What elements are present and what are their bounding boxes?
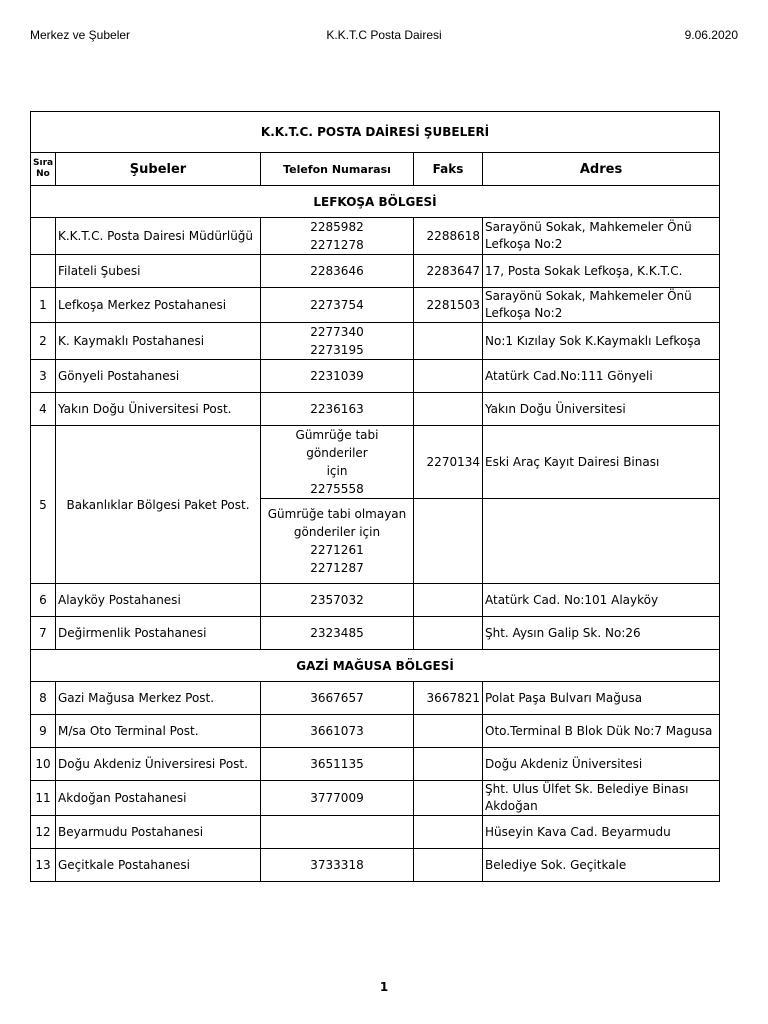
table-row: [31, 393, 720, 426]
row-name: Alayköy Postahanesi: [56, 584, 261, 617]
row-fax: 2288618: [414, 218, 483, 255]
row-address: Sarayönü Sokak, Mahkemeler Önü Lefkoşa No:2: [483, 288, 720, 323]
row-address: Şht. Aysın Galip Sk. No:26: [483, 617, 720, 650]
table-row: [31, 323, 720, 360]
row-address: Doğu Akdeniz Üniversitesi: [483, 748, 720, 781]
row-no: 1: [31, 288, 56, 323]
row-no: 2: [31, 323, 56, 360]
row-no: 5: [31, 426, 56, 584]
row-no: 10: [31, 748, 56, 781]
row-name: Gazi Mağusa Merkez Post.: [56, 682, 261, 715]
row-phone-customs: Gümrüğe tabi gönderiler için 2275558: [261, 426, 414, 499]
row-fax: [414, 715, 483, 748]
row-address: Atatürk Cad.No:111 Gönyeli: [483, 360, 720, 393]
table-row: [31, 781, 720, 816]
row-fax: [414, 323, 483, 360]
row-name: M/sa Oto Terminal Post.: [56, 715, 261, 748]
row-address: Hüseyin Kava Cad. Beyarmudu: [483, 816, 720, 849]
row-fax: [414, 360, 483, 393]
row-address: Polat Paşa Bulvarı Mağusa: [483, 682, 720, 715]
row-name: Akdoğan Postahanesi: [56, 781, 261, 816]
row-fax: [414, 617, 483, 650]
column-header-telefon: Telefon Numarası: [261, 153, 414, 186]
row-name: K. Kaymaklı Postahanesi: [56, 323, 261, 360]
region-heading-lefkosa: LEFKOŞA BÖLGESİ: [31, 186, 720, 218]
row-phone: 2357032: [261, 584, 414, 617]
region-heading-magusa: GAZİ MAĞUSA BÖLGESİ: [31, 650, 720, 682]
row-name: Geçitkale Postahanesi: [56, 849, 261, 882]
row-fax: [414, 849, 483, 882]
page-number: 1: [379, 980, 389, 994]
column-header-sira: Sıra No: [31, 153, 56, 186]
row-name: Yakın Doğu Üniversitesi Post.: [56, 393, 261, 426]
table-row: [31, 255, 720, 288]
row-no: 6: [31, 584, 56, 617]
row-no: 12: [31, 816, 56, 849]
row-fax-empty: [414, 499, 483, 584]
row-no: 4: [31, 393, 56, 426]
row-address-empty: [483, 499, 720, 584]
table-row: [31, 218, 720, 255]
row-fax: [414, 584, 483, 617]
row-phone: 2285982 2271278: [261, 218, 414, 255]
header-center: K.K.T.C Posta Dairesi: [326, 28, 442, 42]
row-address: Atatürk Cad. No:101 Alayköy: [483, 584, 720, 617]
row-phone: 2277340 2273195: [261, 323, 414, 360]
column-header-sube: Şubeler: [56, 153, 261, 186]
row-no: 8: [31, 682, 56, 715]
row-phone: 3651135: [261, 748, 414, 781]
table-row: [31, 360, 720, 393]
row-no: [31, 255, 56, 288]
row-phone: 2236163: [261, 393, 414, 426]
row-address: No:1 Kızılay Sok K.Kaymaklı Lefkoşa: [483, 323, 720, 360]
row-name: K.K.T.C. Posta Dairesi Müdürlüğü: [56, 218, 261, 255]
table-row: [31, 617, 720, 650]
table-row: [31, 849, 720, 882]
row-phone: 3661073: [261, 715, 414, 748]
table-row: [31, 816, 720, 849]
row-address: Şht. Ulus Ülfet Sk. Belediye Binası Akdoğan: [483, 781, 720, 816]
row-no: [31, 218, 56, 255]
row-phone: 3667657: [261, 682, 414, 715]
row-no: 11: [31, 781, 56, 816]
table-title: K.K.T.C. POSTA DAİRESİ ŞUBELERİ: [31, 112, 720, 153]
row-name: Filateli Şubesi: [56, 255, 261, 288]
row-phone: 2283646: [261, 255, 414, 288]
row-no: 3: [31, 360, 56, 393]
header-date: 9.06.2020: [684, 28, 738, 42]
row-phone: 2273754: [261, 288, 414, 323]
row-name: Lefkoşa Merkez Postahanesi: [56, 288, 261, 323]
row-address: 17, Posta Sokak Lefkoşa, K.K.T.C.: [483, 255, 720, 288]
row-fax: [414, 781, 483, 816]
row-fax: 2270134: [414, 426, 483, 499]
table-row: [31, 288, 720, 323]
table-row: [31, 426, 720, 499]
row-address: Oto.Terminal B Blok Dük No:7 Magusa: [483, 715, 720, 748]
row-fax: 2281503: [414, 288, 483, 323]
row-address: Sarayönü Sokak, Mahkemeler Önü Lefkoşa No:2: [483, 218, 720, 255]
row-fax: 2283647: [414, 255, 483, 288]
row-phone: 3777009: [261, 781, 414, 816]
row-fax: [414, 816, 483, 849]
table-row: [31, 748, 720, 781]
row-no: 13: [31, 849, 56, 882]
row-name: Bakanlıklar Bölgesi Paket Post.: [56, 426, 261, 584]
table-row: [31, 682, 720, 715]
row-no: 7: [31, 617, 56, 650]
row-phone: 2323485: [261, 617, 414, 650]
column-header-adres: Adres: [483, 153, 720, 186]
row-no: 9: [31, 715, 56, 748]
table-row: [31, 584, 720, 617]
row-phone: 3733318: [261, 849, 414, 882]
row-address: Eski Araç Kayıt Dairesi Binası: [483, 426, 720, 499]
row-name: Doğu Akdeniz Üniversiresi Post.: [56, 748, 261, 781]
row-name: Beyarmudu Postahanesi: [56, 816, 261, 849]
column-header-faks: Faks: [414, 153, 483, 186]
row-phone: 2231039: [261, 360, 414, 393]
row-address: Belediye Sok. Geçitkale: [483, 849, 720, 882]
row-fax: 3667821: [414, 682, 483, 715]
header-left: Merkez ve Şubeler: [30, 28, 131, 42]
table-row: [31, 715, 720, 748]
row-phone: [261, 816, 414, 849]
row-phone-non-customs: Gümrüğe tabi olmayan gönderiler için 2271261 2271287: [261, 499, 414, 584]
row-fax: [414, 748, 483, 781]
branches-table: [30, 111, 720, 882]
row-fax: [414, 393, 483, 426]
row-address: Yakın Doğu Üniversitesi: [483, 393, 720, 426]
row-name: Gönyeli Postahanesi: [56, 360, 261, 393]
row-name: Değirmenlik Postahanesi: [56, 617, 261, 650]
